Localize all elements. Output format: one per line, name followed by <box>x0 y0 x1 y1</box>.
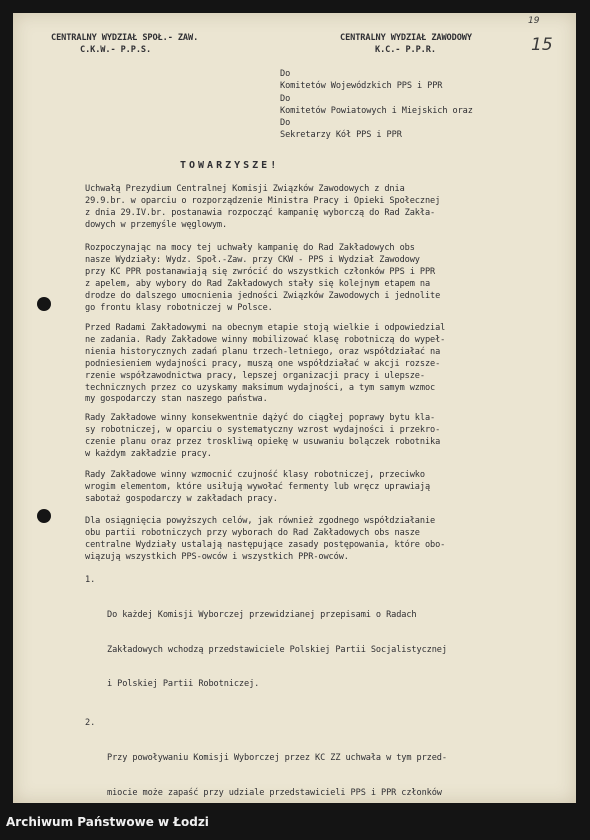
text-line: centralne Wydziały ustalają następujące zasady postępowania, które obo- <box>85 539 446 550</box>
punch-hole-lower <box>37 509 51 523</box>
text-line: my gospodarczy stan naszego państwa. <box>85 394 268 405</box>
header-left-line2: C.K.W.- P.P.S. <box>80 45 152 55</box>
paragraph-4 <box>85 413 440 461</box>
text-line: Do każdej Komisji Wyborczej przewidzianej przepisami o Radach <box>107 609 417 620</box>
text-line: obu partii robotniczych przy wyborach do Rad Zakładowych obs nasze <box>85 527 420 538</box>
text-line: i Polskiej Partii Robotniczej. <box>107 679 260 690</box>
header-right-line2: K.C.- P.P.R. <box>375 45 436 55</box>
text-line: Zakładowych wchodzą przedstawiciele Polskiej Partii Socjalistycznej <box>107 644 447 655</box>
text-line: dowych w przemyśle węglowym. <box>85 219 228 230</box>
text-line: czenie planu oraz przez troskliwą opiekę w usuwaniu bolączek robotnika <box>85 436 441 447</box>
addressee-line: Sekretarzy Kół PPS i PPR <box>280 130 402 141</box>
text-line: wrogim elementom, które usiłują wywołać fermenty lub wręcz uprawiają <box>85 481 431 492</box>
text-line: w każdym zakładzie pracy. <box>85 448 212 459</box>
paragraph-1 <box>85 184 440 232</box>
punch-hole-upper <box>37 297 51 311</box>
list-number: 1. <box>85 575 96 585</box>
text-line: drodze do dalszego umocnienia jedności Związków Zawodowych i jednolite <box>85 290 441 301</box>
text-line: go frontu klasy robotniczej w Polsce. <box>85 302 273 313</box>
list-item <box>85 575 457 714</box>
text-line: rzenie współzawodnictwa pracy, lepszej organizacji pracy i ulepsze- <box>85 370 425 381</box>
addressee-line: Komitetów Wojewódzkich PPS i PPR <box>280 81 443 92</box>
handwritten-folio-number: 15 <box>531 35 553 55</box>
text-line: sabotaż gospodarczy w zakładach pracy. <box>85 493 278 504</box>
text-line: podniesieniem wydajności pracy, muszą one współdziałać w akcji rozsze- <box>85 358 441 369</box>
text-line: Dla osiągnięcia powyższych celów, jak również zgodnego współdziałanie <box>85 516 436 526</box>
list-item <box>85 718 457 803</box>
paragraph-6 <box>85 516 445 564</box>
header-left-line1: CENTRALNY WYDZIAŁ SPOŁ.- ZAW. <box>51 33 199 43</box>
text-line: 29.9.br. w oparciu o rozporządzenie Ministra Pracy i Opieki Społecznej <box>85 195 441 206</box>
addressee-line: Komitetów Powiatowych i Miejskich oraz <box>280 105 473 116</box>
text-line: nienia historycznych zadań planu trzech-letniego, oraz współdziałać na <box>85 346 441 357</box>
document-page <box>13 13 576 803</box>
text-line: z dnia 29.IV.br. postanawia rozpocząć kampanię wyborczą do Rad Zakła- <box>85 207 436 218</box>
text-line: miocie może zapaść przy udziale przedstawicieli PPS i PPR członków <box>107 787 442 798</box>
paragraph-3 <box>85 323 445 406</box>
text-line: nasze Wydziały: Wydz. Społ.-Zaw. przy CKW - PPS i Wydział Zawodowy <box>85 254 420 265</box>
text-line: technicznych przez co uzyskamy maksimum wydajności, a tym samym wzmoc <box>85 382 436 393</box>
text-line: sy robotniczej, w oparciu o systematyczny wzrost wydajności i przekro- <box>85 424 441 435</box>
handwritten-folio-small: 19 <box>528 16 540 26</box>
addressee-block <box>280 68 473 142</box>
paragraph-5 <box>85 470 430 506</box>
document-title: TOWARZYSZE! <box>180 160 280 171</box>
numbered-list <box>85 575 457 803</box>
addressee-line: Do <box>280 69 291 79</box>
text-line: Rady Zakładowe winny konsekwentnie dążyć do ciągłej poprawy bytu kla- <box>85 413 436 423</box>
text-line: wiązują wszystkich PPS-owców i wszystkich PPR-owców. <box>85 551 349 562</box>
addressee-line: Do <box>280 118 291 129</box>
addressee-line: Do <box>280 93 291 104</box>
text-line: Uchwałą Prezydium Centralnej Komisji Związków Zawodowych z dnia <box>85 184 405 194</box>
text-line: przy KC PPR postanawiają się zwrócić do wszystkich członków PPS i PPR <box>85 266 436 277</box>
text-line: ne zadania. Rady Zakładowe winny mobilizować klasę robotniczą do wypeł- <box>85 334 446 345</box>
text-line: Przed Radami Zakładowymi na obecnym etapie stoją wielkie i odpowiedzial <box>85 323 446 333</box>
text-line: Rozpoczynając na mocy tej uchwały kampanię do Rad Zakładowych obs <box>85 243 415 253</box>
header-right-line1: CENTRALNY WYDZIAŁ ZAWODOWY <box>340 33 472 43</box>
text-line: Rady Zakładowe winny wzmocnić czujność klasy robotniczej, przeciwko <box>85 470 425 480</box>
text-line: z apelem, aby wybory do Rad Zakładowych stały się kolejnym etapem na <box>85 278 431 289</box>
list-number: 2. <box>85 718 96 729</box>
paragraph-2 <box>85 243 440 314</box>
archive-footer-label: Archiwum Państwowe w Łodzi <box>6 815 209 829</box>
text-line: Przy powoływaniu Komisji Wyborczej przez KC ZZ uchwała w tym przed- <box>107 752 447 763</box>
